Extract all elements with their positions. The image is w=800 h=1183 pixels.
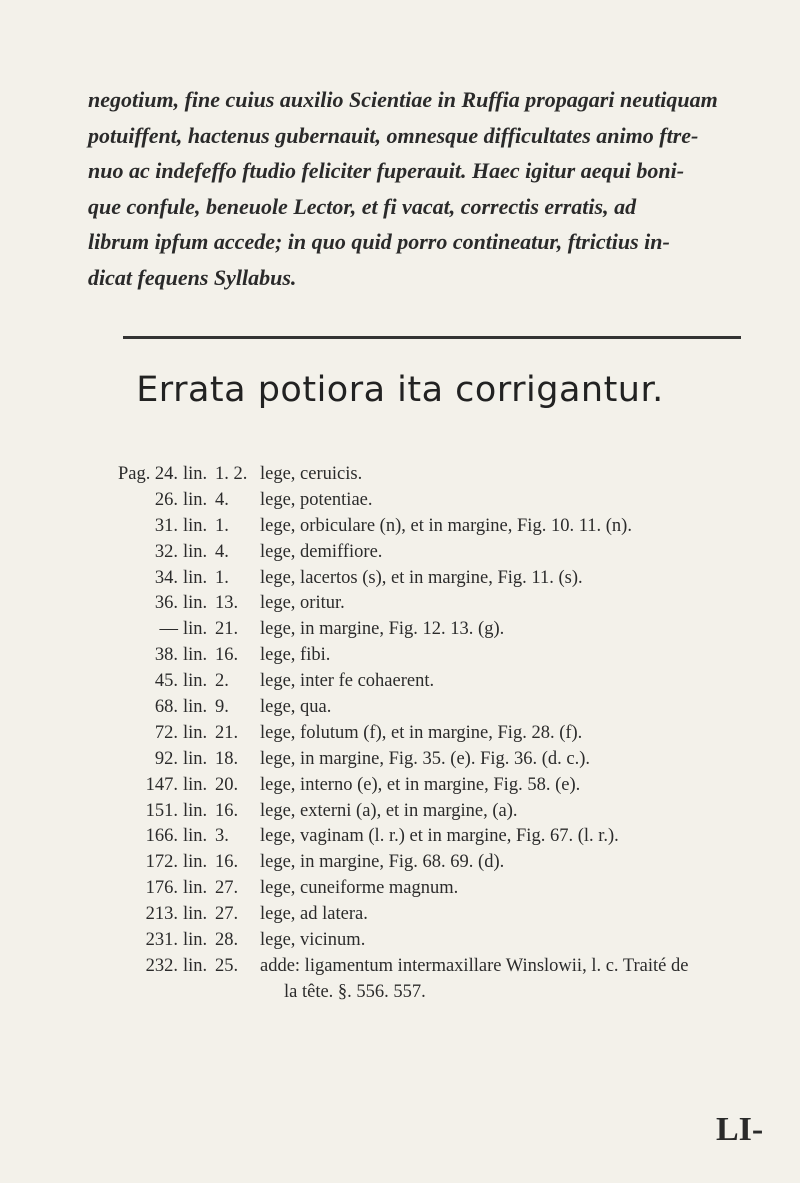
errata-line: 2. <box>215 671 229 692</box>
errata-row <box>118 542 778 568</box>
section-divider <box>123 336 741 339</box>
errata-line: 21. <box>215 619 239 640</box>
errata-row <box>118 826 778 852</box>
errata-correction: lege, folutum (f), et in margine, Fig. 28. (f). <box>260 722 583 743</box>
errata-line: 18. <box>215 748 239 769</box>
errata-row <box>118 956 778 982</box>
errata-lin-label: lin. <box>183 878 208 899</box>
errata-correction: lege, in margine, Fig. 12. 13. (g). <box>260 619 505 640</box>
errata-line: 4. <box>215 489 229 510</box>
errata-line: 16. <box>215 800 239 821</box>
errata-line: 21. <box>215 722 239 743</box>
errata-lin-label: lin. <box>183 515 208 536</box>
errata-page: 45. <box>154 671 178 692</box>
intro-line: potuiffent, hactenus gubernauit, omnesque difficultates animo ftre- <box>88 122 699 148</box>
errata-correction: lege, vicinum. <box>260 930 366 951</box>
errata-lin-label: lin. <box>183 930 208 951</box>
errata-correction: lege, vaginam (l. r.) et in margine, Fig. 67. (l. r.). <box>260 826 619 847</box>
errata-list <box>118 464 778 1008</box>
errata-page: 151. <box>145 800 178 821</box>
intro-line: dicat fequens Syllabus. <box>88 264 297 290</box>
errata-lin-label: lin. <box>183 593 208 614</box>
errata-line: 16. <box>215 852 239 873</box>
errata-row <box>118 516 778 542</box>
errata-correction: lege, cuneiforme magnum. <box>260 878 459 899</box>
catchword: LI- <box>716 1111 764 1148</box>
errata-correction: lege, oritur. <box>260 593 345 614</box>
errata-lin-label: lin. <box>183 697 208 718</box>
errata-page: 24. <box>154 464 178 484</box>
errata-lin-label: lin. <box>183 955 208 976</box>
errata-correction: lege, ad latera. <box>260 904 368 925</box>
errata-page: 231. <box>145 930 178 951</box>
errata-page: 72. <box>154 722 178 743</box>
errata-correction: lege, orbiculare (n), et in margine, Fig. 10. 11. (n). <box>260 515 632 536</box>
errata-row <box>118 645 778 671</box>
errata-line: 27. <box>215 904 239 925</box>
errata-correction: lege, in margine, Fig. 68. 69. (d). <box>260 852 505 873</box>
errata-lin-label: lin. <box>183 645 208 666</box>
errata-page: — <box>159 619 178 640</box>
errata-lin-label: lin. <box>183 567 208 588</box>
errata-page: 176. <box>145 878 178 899</box>
errata-row-continuation <box>118 982 778 1008</box>
intro-line: nuo ac indefeffo ftudio feliciter fuperauit. Haec igitur aequi boni- <box>88 158 685 183</box>
intro-paragraph <box>88 82 748 295</box>
errata-line: 9. <box>215 697 229 718</box>
errata-lin-label: lin. <box>183 722 208 743</box>
errata-lin-label: lin. <box>183 464 208 484</box>
errata-lin-label: lin. <box>183 904 208 925</box>
errata-page: 213. <box>145 904 178 925</box>
errata-row <box>118 490 778 516</box>
errata-row <box>118 568 778 594</box>
errata-row <box>118 749 778 775</box>
errata-correction: lege, demiffiore. <box>260 541 383 562</box>
errata-correction: la tête. §. 556. 557. <box>284 981 426 1002</box>
pag-label: Pag. <box>118 464 151 484</box>
errata-line: 4. <box>215 541 229 562</box>
errata-heading: Errata potiora ita corrigantur. <box>136 370 664 410</box>
errata-page: 38. <box>154 645 178 666</box>
errata-correction: adde: ligamentum intermaxillare Winslowii, l. c. Traité de <box>260 955 689 976</box>
errata-line: 1. 2. <box>215 464 248 484</box>
errata-row <box>118 904 778 930</box>
errata-row <box>118 775 778 801</box>
errata-page: 147. <box>145 774 178 795</box>
errata-line: 3. <box>215 826 229 847</box>
errata-line: 1. <box>215 515 229 536</box>
errata-lin-label: lin. <box>183 748 208 769</box>
errata-row <box>118 671 778 697</box>
errata-page: 68. <box>154 697 178 718</box>
errata-page: 34. <box>154 567 178 588</box>
errata-page: 166. <box>145 826 178 847</box>
errata-row <box>118 852 778 878</box>
errata-correction: lege, inter fe cohaerent. <box>260 671 435 692</box>
errata-correction: lege, fibi. <box>260 645 331 666</box>
errata-correction: lege, interno (e), et in margine, Fig. 58. (e). <box>260 774 581 795</box>
errata-line: 28. <box>215 930 239 951</box>
errata-page: 26. <box>154 489 178 510</box>
intro-line: que confule, beneuole Lector, et fi vacat, correctis erratis, ad <box>88 193 637 219</box>
errata-correction: lege, lacertos (s), et in margine, Fig. 11. (s). <box>260 567 583 588</box>
errata-lin-label: lin. <box>183 852 208 873</box>
errata-correction: lege, in margine, Fig. 35. (e). Fig. 36. (d. c.). <box>260 748 591 769</box>
errata-row <box>118 619 778 645</box>
errata-page: 92. <box>154 748 178 769</box>
errata-page: 31. <box>154 515 178 536</box>
errata-lin-label: lin. <box>183 489 208 510</box>
errata-page: 232. <box>145 955 178 976</box>
errata-line: 20. <box>215 774 239 795</box>
errata-line: 16. <box>215 645 239 666</box>
errata-lin-label: lin. <box>183 671 208 692</box>
errata-row <box>118 697 778 723</box>
errata-lin-label: lin. <box>183 826 208 847</box>
errata-lin-label: lin. <box>183 774 208 795</box>
errata-lin-label: lin. <box>183 541 208 562</box>
errata-correction: lege, ceruicis. <box>260 464 363 484</box>
errata-row <box>118 801 778 827</box>
errata-line: 1. <box>215 567 229 588</box>
errata-line: 13. <box>215 593 239 614</box>
errata-page: 36. <box>154 593 178 614</box>
intro-line: negotium, fine cuius auxilio Scientiae in Ruffia propagari neutiquam <box>88 87 718 112</box>
errata-line: 25. <box>215 955 239 976</box>
errata-page: 172. <box>145 852 178 873</box>
errata-row <box>118 464 778 490</box>
errata-line: 27. <box>215 878 239 899</box>
errata-correction: lege, externi (a), et in margine, (a). <box>260 800 518 821</box>
errata-row <box>118 930 778 956</box>
errata-row <box>118 593 778 619</box>
errata-row <box>118 723 778 749</box>
errata-page: 32. <box>154 541 178 562</box>
errata-row <box>118 878 778 904</box>
errata-correction: lege, potentiae. <box>260 489 373 510</box>
errata-correction: lege, qua. <box>260 697 332 718</box>
errata-lin-label: lin. <box>183 619 208 640</box>
intro-line: librum ipfum accede; in quo quid porro contineatur, ftrictius in- <box>88 229 670 254</box>
errata-lin-label: lin. <box>183 800 208 821</box>
